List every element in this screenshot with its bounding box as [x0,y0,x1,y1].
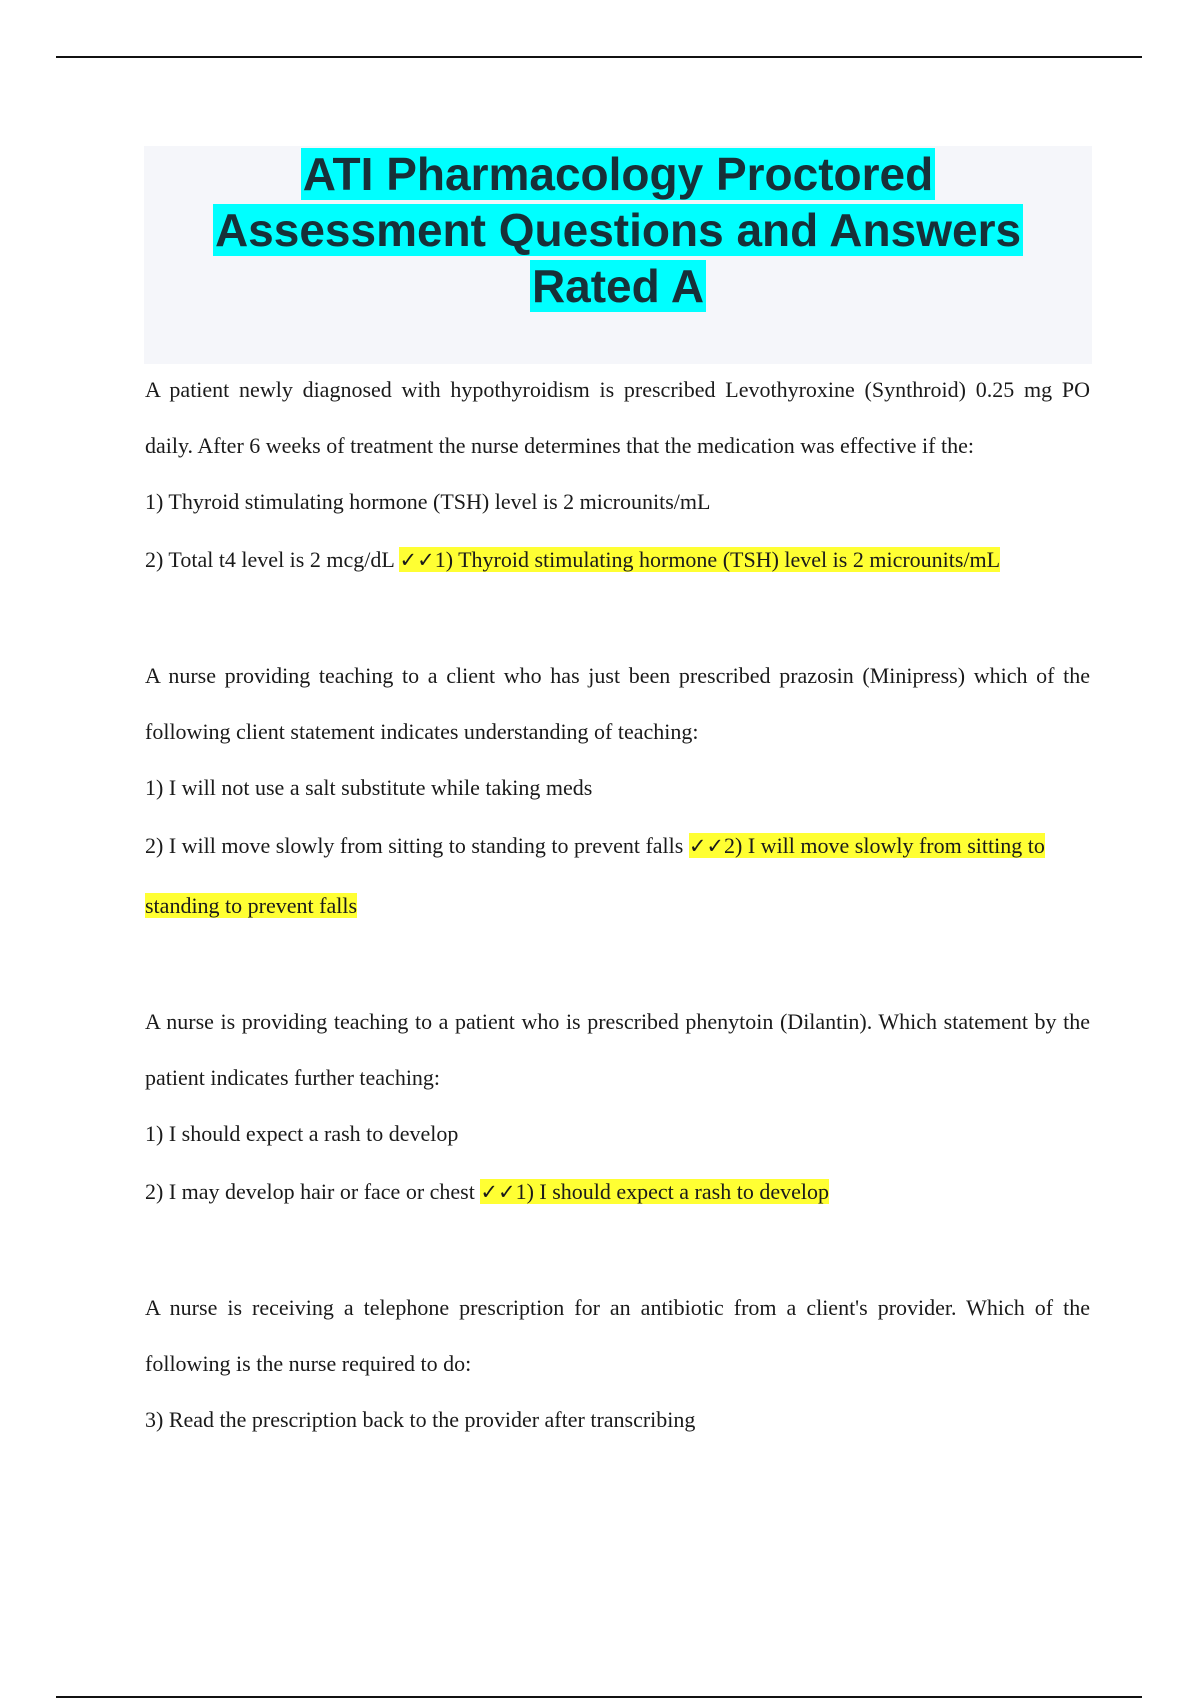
question-4 [145,1280,1090,1448]
answer-highlight [480,1179,829,1204]
answer-line [145,816,1090,936]
option: 1) I will not use a salt substitute while taking meds [145,775,593,800]
question-text: A nurse is providing teaching to a patient who is prescribed phenytoin (Dilantin). Which statement by the patient indicates further teaching: [145,1009,1090,1090]
title-line: Rated A [531,260,705,312]
answer-text: 2) I will move slowly from sitting to standing to prevent falls [145,833,1045,918]
question-text: A patient newly diagnosed with hypothyroidism is prescribed Levothyroxine (Synthroid) 0.25 mg PO daily. After 6 weeks of treatment the nurse determines that the medication was effective if the: [145,377,1090,458]
check-icon: ✓✓ [688,834,725,858]
bottom-rule [56,1696,1142,1698]
question-2 [145,648,1090,936]
answer-line [145,530,1090,590]
questions-content [145,362,1090,1506]
answer-text: 1) I should expect a rash to develop [515,1179,829,1204]
question-3 [145,994,1090,1222]
option: 2) I may develop hair or face or chest [145,1179,475,1204]
option: 1) I should expect a rash to develop [145,1121,459,1146]
option: 2) I will move slowly from sitting to standing to prevent falls [145,833,684,858]
option: 1) Thyroid stimulating hormone (TSH) level is 2 microunits/mL [145,489,711,514]
question-text: A nurse is receiving a telephone prescription for an antibiotic from a client's provider. Which of the following is the nurse required to do: [145,1295,1090,1376]
question-text: A nurse providing teaching to a client who has just been prescribed prazosin (Minipress) which of the following client statement indicates understanding of teaching: [145,663,1090,744]
question-1 [145,362,1090,590]
option: 2) Total t4 level is 2 mcg/dL [145,547,394,572]
option: 3) Read the prescription back to the provider after transcribing [145,1407,696,1432]
title-line: ATI Pharmacology Proctored [302,148,934,200]
document-title [144,146,1092,314]
answer-highlight [399,547,1000,572]
answer-line [145,1162,1090,1222]
check-icon: ✓✓ [399,548,435,572]
answer-text: 1) Thyroid stimulating hormone (TSH) level is 2 microunits/mL [434,547,1001,572]
title-line: Assessment Questions and Answers [214,204,1022,256]
title-block [144,146,1092,364]
check-icon: ✓✓ [480,1180,516,1204]
top-rule [56,56,1142,58]
